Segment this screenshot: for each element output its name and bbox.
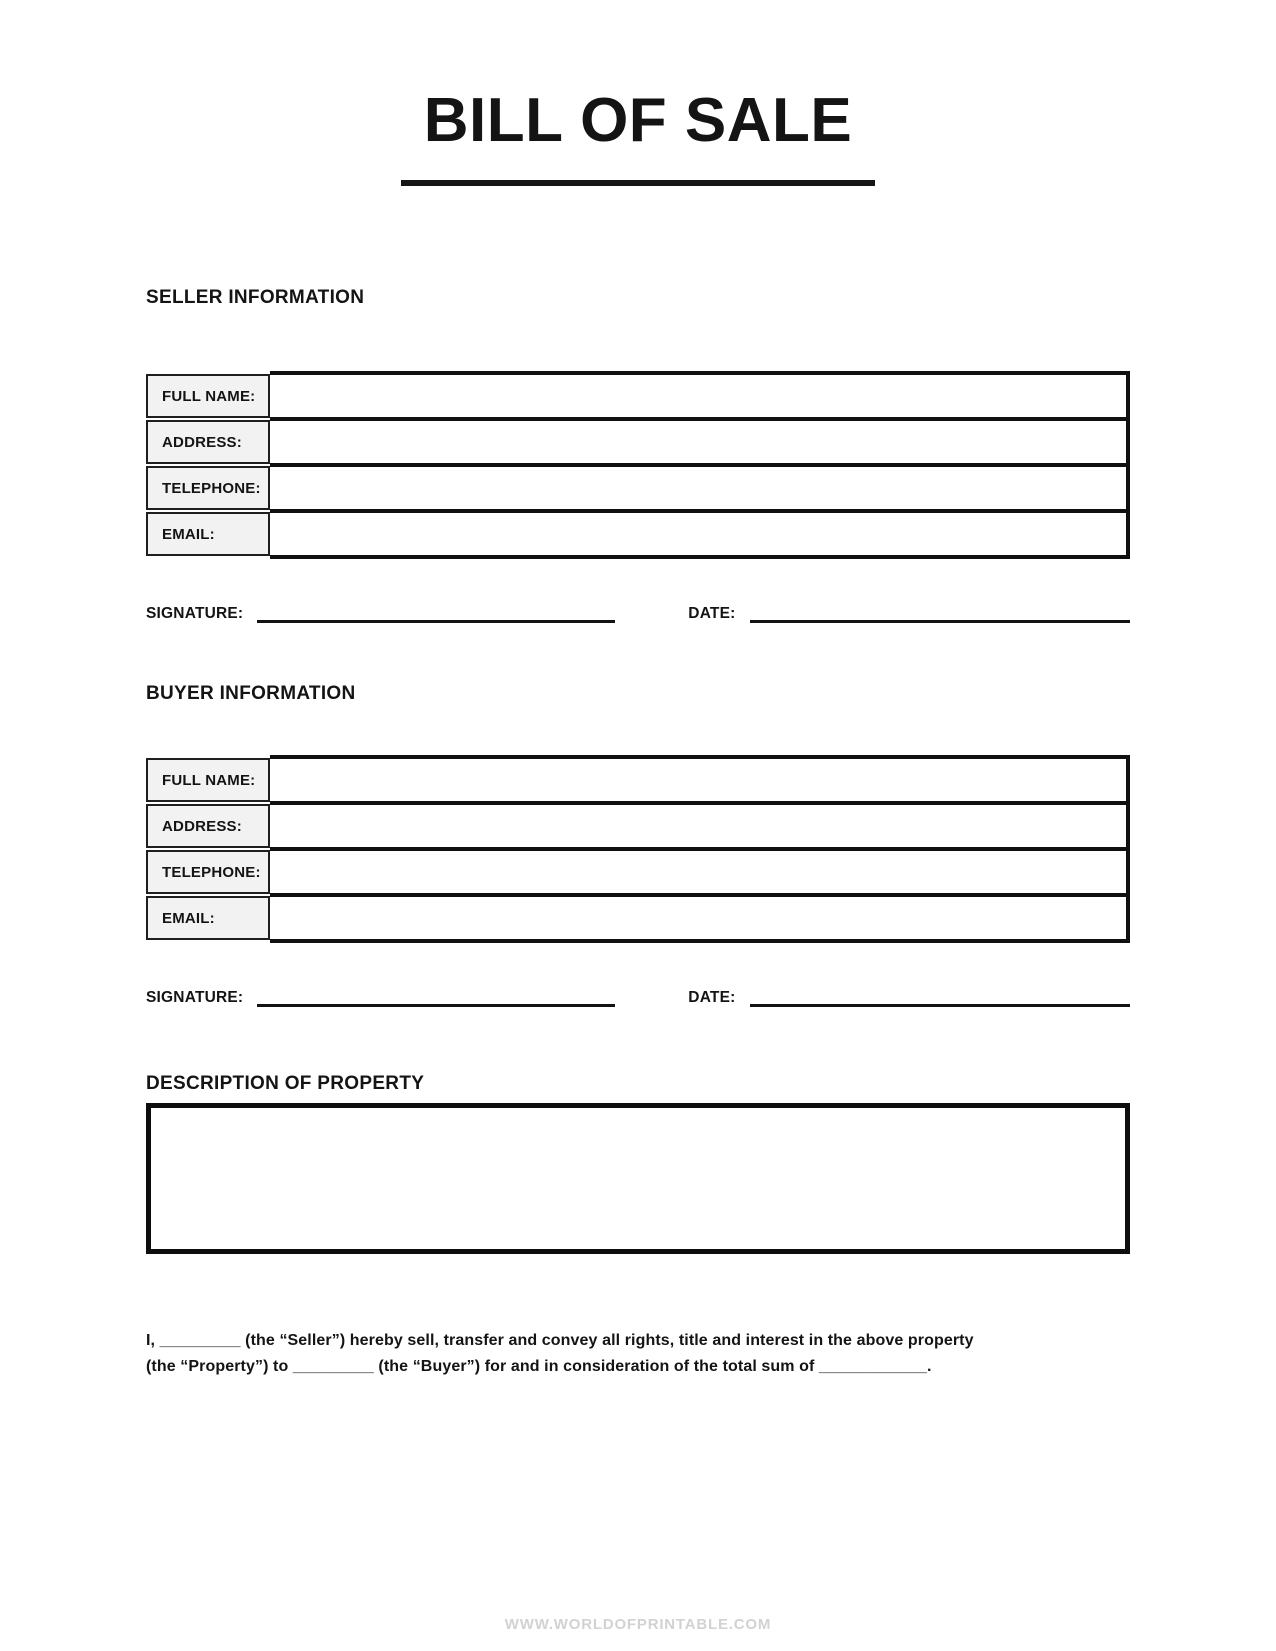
telephone-label: TELEPHONE: bbox=[146, 850, 270, 894]
full-name-label: FULL NAME: bbox=[146, 374, 270, 418]
seller-telephone-input[interactable] bbox=[270, 463, 1130, 513]
full-name-label: FULL NAME: bbox=[146, 758, 270, 802]
buyer-full-name-row bbox=[146, 755, 1130, 805]
signature-label: SIGNATURE: bbox=[146, 605, 244, 623]
email-label: EMAIL: bbox=[146, 896, 270, 940]
page-title: BILL OF SALE bbox=[423, 86, 853, 155]
buyer-date-line[interactable] bbox=[750, 988, 1130, 1007]
seller-section bbox=[146, 287, 1130, 623]
property-section bbox=[146, 1073, 1130, 1254]
buyer-telephone-row bbox=[146, 847, 1130, 897]
seller-email-row bbox=[146, 509, 1130, 559]
title-underline bbox=[401, 180, 875, 186]
email-label: EMAIL: bbox=[146, 512, 270, 556]
seller-address-input[interactable] bbox=[270, 417, 1130, 467]
buyer-telephone-input[interactable] bbox=[270, 847, 1130, 897]
seller-address-row bbox=[146, 417, 1130, 467]
buyer-heading: BUYER INFORMATION bbox=[146, 683, 356, 705]
buyer-email-row bbox=[146, 893, 1130, 943]
buyer-table bbox=[146, 755, 1130, 943]
form-content bbox=[146, 287, 1130, 1380]
buyer-address-row bbox=[146, 801, 1130, 851]
legal-line-1: I, _________ (the “Seller”) hereby sell, transfer and convey all rights, title and interest in the above property bbox=[146, 1332, 974, 1350]
seller-table bbox=[146, 371, 1130, 559]
telephone-label: TELEPHONE: bbox=[146, 466, 270, 510]
footer-url: WWW.WORLDOFPRINTABLE.COM bbox=[504, 1616, 772, 1633]
buyer-full-name-input[interactable] bbox=[270, 755, 1130, 805]
buyer-section bbox=[146, 683, 1130, 1007]
buyer-signature-row bbox=[146, 988, 1130, 1007]
buyer-email-input[interactable] bbox=[270, 893, 1130, 943]
seller-signature-line[interactable] bbox=[257, 604, 615, 623]
date-label: DATE: bbox=[688, 989, 736, 1007]
property-heading: DESCRIPTION OF PROPERTY bbox=[146, 1073, 425, 1095]
seller-date-line[interactable] bbox=[750, 604, 1130, 623]
seller-telephone-row bbox=[146, 463, 1130, 513]
buyer-address-input[interactable] bbox=[270, 801, 1130, 851]
address-label: ADDRESS: bbox=[146, 804, 270, 848]
buyer-signature-line[interactable] bbox=[257, 988, 615, 1007]
signature-label: SIGNATURE: bbox=[146, 989, 244, 1007]
document-header bbox=[0, 0, 1276, 186]
seller-signature-row bbox=[146, 604, 1130, 623]
seller-full-name-input[interactable] bbox=[270, 371, 1130, 421]
legal-statement bbox=[146, 1328, 1130, 1380]
date-label: DATE: bbox=[688, 605, 736, 623]
seller-heading: SELLER INFORMATION bbox=[146, 287, 365, 309]
seller-email-input[interactable] bbox=[270, 509, 1130, 559]
property-description-box[interactable] bbox=[146, 1103, 1130, 1254]
legal-line-2: (the “Property”) to _________ (the “Buyer”) for and in consideration of the total sum of ____________. bbox=[146, 1358, 932, 1376]
address-label: ADDRESS: bbox=[146, 420, 270, 464]
seller-full-name-row bbox=[146, 371, 1130, 421]
